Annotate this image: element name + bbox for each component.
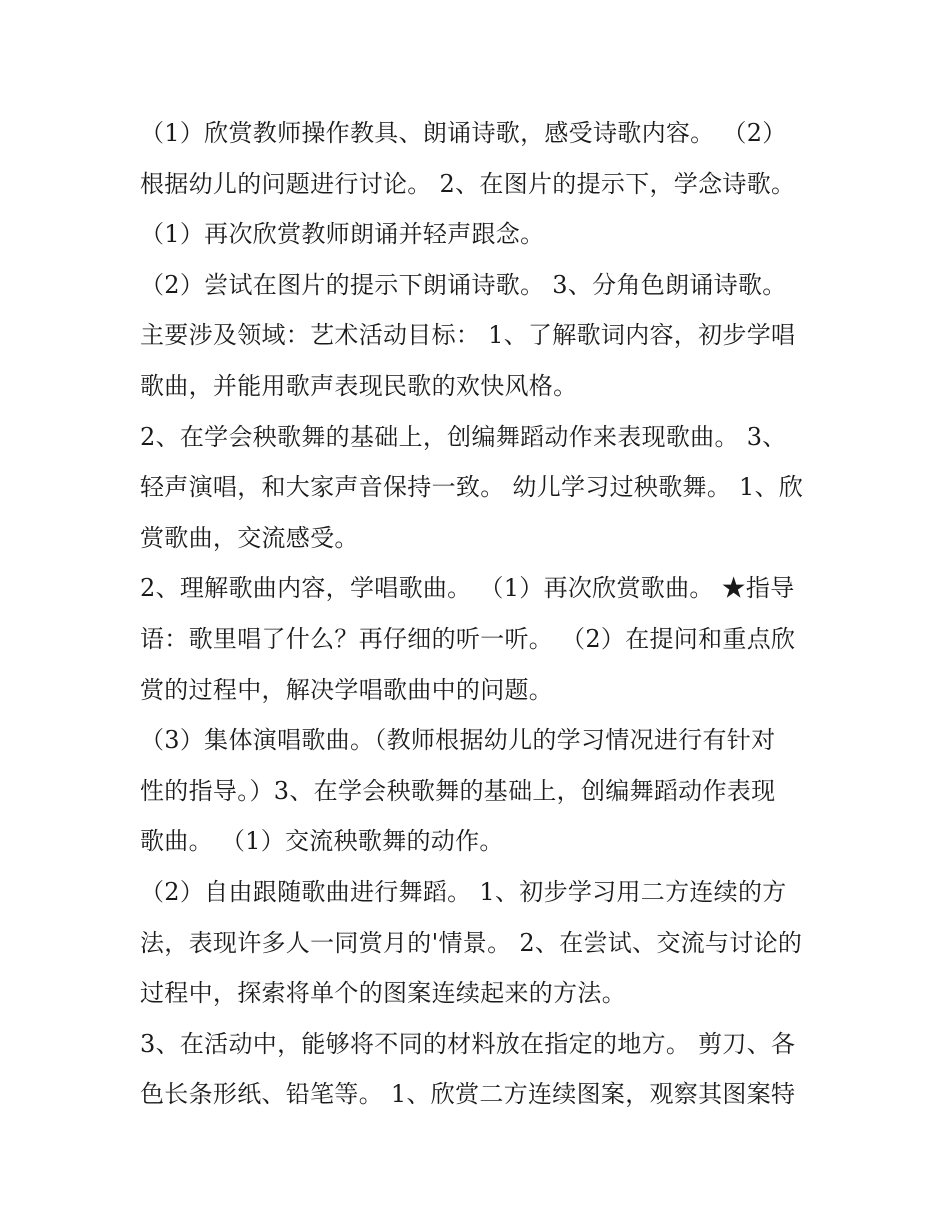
text-line: （2）自由跟随歌曲进行舞蹈。 1、初步学习用二方连续的方: [140, 877, 787, 906]
text-line: 性的指导。）3、在学会秧歌舞的基础上，创编舞蹈动作表现: [140, 776, 776, 805]
text-line: 法，表现许多人一同赏月的'情景。 2、在尝试、交流与讨论的: [140, 928, 803, 957]
text-line: 色长条形纸、铅笔等。 1、欣赏二方连续图案，观察其图案特: [140, 1080, 796, 1109]
text-line: 根据幼儿的问题进行讨论。 2、在图片的提示下，学念诗歌。: [140, 169, 796, 198]
text-line: 歌曲。 （1）交流秧歌舞的动作。: [140, 827, 504, 856]
text-line: 语：歌里唱了什么？再仔细的听一听。 （2）在提问和重点欣: [140, 624, 796, 653]
text-line: 赏歌曲，交流感受。: [140, 523, 359, 552]
text-line: 歌曲，并能用歌声表现民歌的欢快风格。: [140, 371, 578, 400]
text-line: 2、理解歌曲内容，学唱歌曲。 （1）再次欣赏歌曲。 ★指导: [140, 574, 795, 603]
text-line: 轻声演唱，和大家声音保持一致。 幼儿学习过秧歌舞。 1、欣: [140, 473, 804, 502]
text-line: 赏的过程中，解决学唱歌曲中的问题。: [140, 675, 554, 704]
text-line: （2）尝试在图片的提示下朗诵诗歌。 3、分角色朗诵诗歌。: [140, 270, 787, 299]
text-line: 主要涉及领域：艺术活动目标： 1、了解歌词内容，初步学唱: [140, 321, 796, 350]
text-line: （1）再次欣赏教师朗诵并轻声跟念。: [140, 220, 545, 249]
text-line: （1）欣赏教师操作教具、朗诵诗歌，感受诗歌内容。 （2）: [140, 119, 787, 147]
body-text: [140, 108, 820, 1120]
text-line: 3、在活动中，能够将不同的材料放在指定的地方。 剪刀、各: [140, 1029, 796, 1058]
text-line: 过程中，探索将单个的图案连续起来的方法。: [140, 979, 626, 1008]
text-line: （3）集体演唱歌曲。（教师根据幼儿的学习情况进行有针对: [140, 726, 776, 755]
text-line: 2、在学会秧歌舞的基础上，创编舞蹈动作来表现歌曲。 3、: [140, 422, 787, 451]
